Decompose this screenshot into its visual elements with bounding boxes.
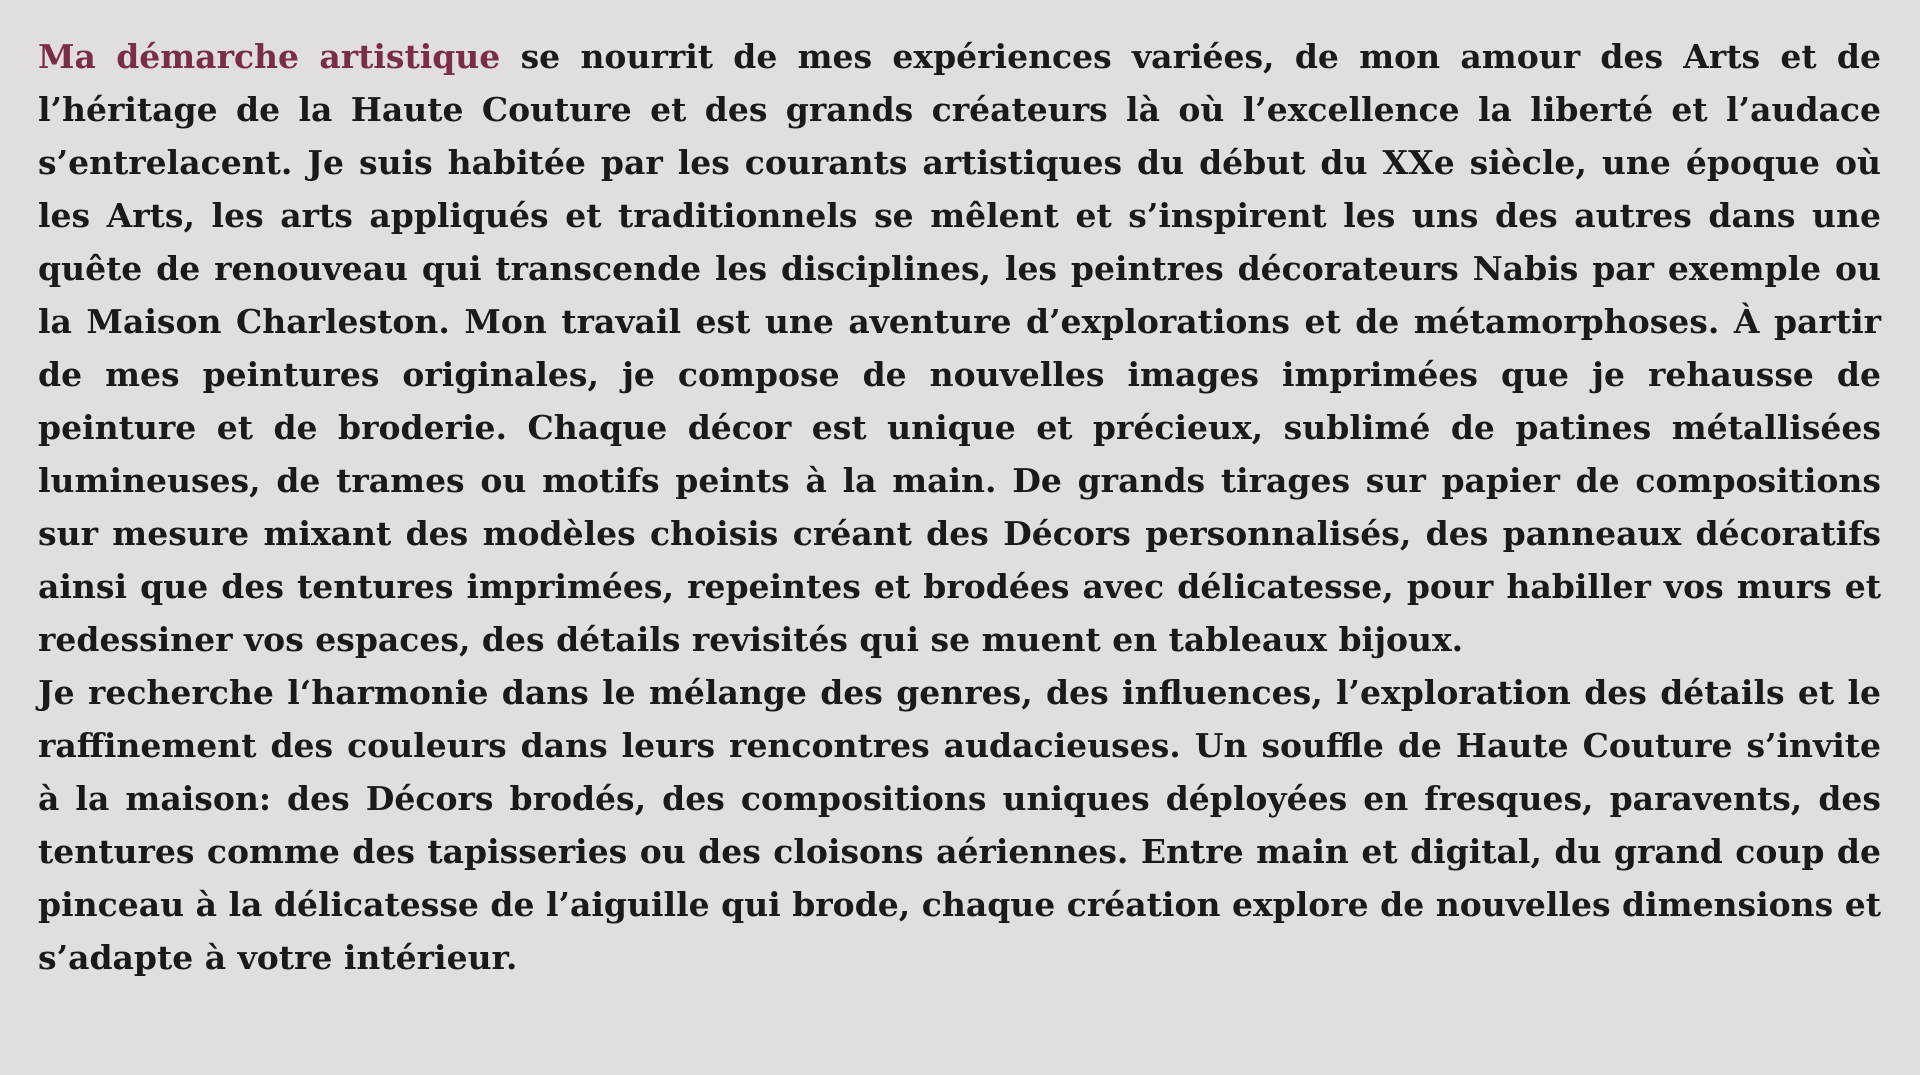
paragraph-body: Je recherche l‘harmonie dans le mélange des genres, des influences, l’exploration des détails et le raffinement des couleurs dans leurs rencontres audacieuses. Un souffle de Haute Couture s’invite à la maison: des Décors brodés, des compositions uniques déployées en fresques, paravents, des tentures comme des tapisseries ou des cloisons aériennes. Entre main et digital, du grand coup de pinceau à la délicatesse de l’aiguille qui brode, chaque création explore de nouvelles dimensions et s’adapte à votre intérieur.: [38, 673, 1881, 977]
paragraph-artistic-approach: [38, 30, 1881, 666]
paragraph-body: se nourrit de mes expériences variées, de mon amour des Arts et de l’héritage de la Haute Couture et des grands créateurs là où l’excellence la liberté et l’audace s’entrelacent. Je suis habitée par les courants artistiques du début du XXe siècle, une époque où les Arts, les arts appliqués et traditionnels se mêlent et s’inspirent les uns des autres dans une quête de renouveau qui transcende les disciplines, les peintres décorateurs Nabis par exemple ou la Maison Charleston. Mon travail est une aventure d’explorations et de métamorphoses. À partir de mes peintures originales, je compose de nouvelles images imprimées que je rehausse de peinture et de broderie. Chaque décor est unique et précieux, sublimé de patines métallisées lumineuses, de trames ou motifs peints à la main. De grands tirages sur papier de compositions sur mesure mixant des modèles choisis créant des Décors personnalisés, des panneaux décoratifs ainsi que des tentures imprimées, repeintes et brodées avec délicatesse, pour habiller vos murs et redessiner vos espaces, des détails revisités qui se muent en tableaux bijoux.: [38, 37, 1881, 659]
highlighted-heading: Ma démarche artistique: [38, 37, 501, 76]
paragraph-harmony: [38, 666, 1881, 984]
artist-statement: [38, 30, 1881, 984]
